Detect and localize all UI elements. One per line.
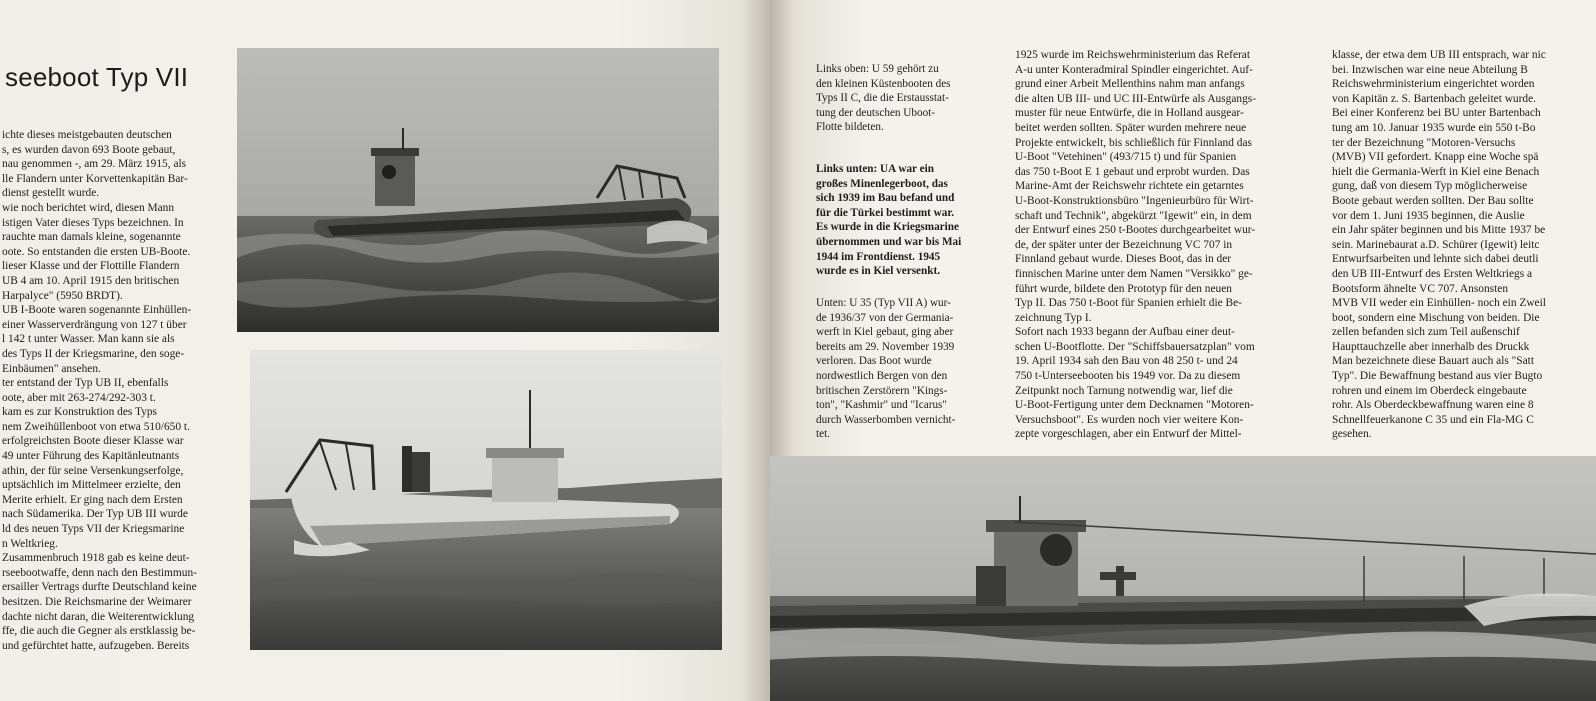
caption-top [816,62,991,135]
text-line: Harpalyce" (5950 BRDT). [2,289,123,302]
text-line: erfolgreichsten Boote dieser Klasse war [2,435,184,448]
text-line: istigen Vater dieses Typs bezeichnen. In [2,216,184,229]
text-line: sein. Marinebaurat a.D. Schürer (Igewit) leitc [1332,238,1540,251]
text-line: tung der deutschen Uboot- [816,106,935,119]
text-line: U-Boot-Fertigung unter dem Decknamen "Motoren- [1015,399,1254,412]
text-line: nordwestlich Bergen von den [816,369,948,382]
text-line: großes Minenlegerboot, das [816,177,948,190]
body-column-2 [1015,48,1307,442]
text-line: Einbäumen" ansehen. [2,362,101,375]
caption-bottom [816,296,996,442]
text-line: Typs II C, die die Erstausstat- [816,92,949,105]
text-line: durch Wasserbomben vernicht- [816,413,956,426]
text-line: A-u unter Konteradmiral Spindler eingerichtet. Auf- [1015,63,1253,76]
text-line: Links oben: U 59 gehört zu [816,63,939,75]
text-line: besitzen. Die Reichsmarine der Weimarer [2,596,192,608]
text-line: des Typs II der Kriegsmarine, den soge- [2,347,185,360]
text-line: Sofort nach 1933 begann der Aufbau einer deut- [1015,326,1235,339]
text-line: 1944 im Frontdienst. 1945 [816,250,941,263]
text-line: (MVB) VII gefordert. Knapp eine Woche spä [1332,151,1539,164]
text-line: Finnland gebaut wurde. Dieses Boot, das in der [1015,253,1232,266]
photo-u35-submarine [770,456,1596,701]
text-line: athin, der für seine Versenkungserfolge, [2,464,184,477]
text-line: ersailler Vertrags durfte Deutschland keine [2,581,197,594]
left-page [0,0,770,701]
photo-ua-minelayer [250,350,722,650]
text-line: Entwurfsarbeiten und lehnte sich dabei deutli [1332,253,1539,266]
photo-u59-submarine [237,48,719,332]
text-line: zepte vorgeschlagen, aber ein Entwurf der Mittel- [1015,428,1242,441]
text-line: wie noch berichtet wird, diesen Mann [2,201,175,214]
text-line: zeichnung Typ I. [1015,311,1092,324]
text-line: verloren. Das Boot wurde [816,355,932,368]
caption-middle [816,162,996,279]
text-line: und gefürchtet hatte, aufzugeben. Bereits [2,639,190,652]
text-line: nem Zweihüllenboot von etwa 510/650 t. [2,420,190,433]
text-line: UB 4 am 10. April 1915 den britischen [2,274,180,287]
text-line: Versuchsboot". Es wurden noch vier weitere Kon- [1015,413,1244,426]
text-line: ein Jahr später beginnen und bis Mitte 1937 be [1332,224,1546,237]
text-line: schen U-Bootflotte. Der "Schiffsbauersatzplan" vom [1015,340,1255,353]
text-line: de 1936/37 von der Germania- [816,311,954,324]
text-line: finnischen Marine unter dem Namen "Versikko" ge- [1015,267,1253,280]
text-line: Typ II. Das 750 t-Boot für Spanien erhielt die Be- [1015,297,1242,310]
text-line: den UB III-Entwurf des Ersten Weltkriegs a [1332,267,1533,280]
text-line: beitet werden sollten. Später wurden mehrere neue [1015,121,1247,134]
text-line: werft in Kiel gebaut, ging aber [816,326,954,339]
text-line: rseebootwaffe, denn nach den Bestimmun- [2,566,197,579]
text-line: ton", "Kashmir" und "Icarus" [816,399,947,412]
chapter-title: seeboot Typ VII [5,62,189,92]
text-line: n Weltkrieg. [2,537,58,550]
text-line: 19. April 1934 sah den Bau von 48 250 t- und 24 [1015,355,1238,368]
text-line: 1925 wurde im Reichswehrministerium das Referat [1015,49,1251,61]
text-line: Zusammenbruch 1918 gab es keine deut- [2,552,190,565]
left-body-text [2,128,224,653]
text-line: Flotte bildeten. [816,121,884,134]
text-line: 750 t-Unterseebooten bis 1949 vor. Da zu diesem [1015,370,1241,383]
text-line: hielt die Germania-Werft in Kiel eine Benach [1332,165,1540,178]
text-line: das 750 t-Boot E 1 gebaut und erprobt wurden. Das [1015,165,1250,178]
text-line: Schnellfeuerkanone C 35 und ein Fla-MG C [1332,413,1534,426]
text-line: vor dem 1. Juni 1935 beginnen, die Auslie [1332,209,1525,222]
text-line: oote, aber mit 263-274/292-303 t. [2,391,156,404]
text-line: lieser Klasse und der Flottille Flandern [2,260,180,273]
text-line: zellen befanden sich zum Teil außenschif [1332,326,1520,339]
text-line: tung am 10. Januar 1935 wurde ein 550 t-Bo [1332,121,1536,134]
text-line: ffe, die auch die Gegner als erstklassig be- [2,625,196,638]
text-line: gung, daß von diesem Typ möglicherweise [1332,180,1528,193]
text-line: Haupttauchzelle aber innerhalb des Druckk [1332,340,1530,353]
text-line: uptsächlich im Mittelmeer erzielte, den [2,479,181,492]
text-line: ter der Bezeichnung "Motoren-Versuchs [1332,136,1516,149]
text-line: rauchte man damals kleine, sogenannte [2,231,181,244]
text-line: de, der später unter der Bezeichnung VC 707 in [1015,238,1233,251]
text-line: rohren und einem im Oberdeck eingebaute [1332,384,1527,397]
text-line: U-Boot-Konstruktionsbüro "Ingenieurbüro für Wirt- [1015,194,1254,207]
text-line: Man bezeichnete diese Bauart auch als "Satt [1332,355,1535,368]
text-line: lle Flandern unter Korvettenkapitän Bar- [2,172,188,185]
text-line: dachte nicht daran, die Weiterentwicklung [2,610,195,623]
text-line: l 142 t unter Wasser. Man kann sie als [2,333,175,346]
right-page [770,0,1596,701]
text-line: rohr. Als Oberdeckbewaffnung waren eine 8 [1332,399,1534,412]
text-line: Projekte entwickelt, bis schließlich für Finnland das [1015,136,1252,149]
text-line: s, es wurden davon 693 Boote gebaut, [2,143,176,156]
text-line: gesehen. [1332,428,1372,441]
body-column-3 [1332,48,1594,442]
text-line: ichte dieses meistgebauten deutschen [2,129,172,141]
text-line: Boote gebaut werden sollten. Der Bau sollte [1332,194,1534,207]
text-line: einer Wasserverdrängung von 127 t über [2,318,187,331]
text-line: Typ". Die Bewaffnung bestand aus vier Bugto [1332,370,1543,383]
text-line: bereits am 29. November 1939 [816,340,955,353]
text-line: boot, sondern eine Mischung von beiden. Die [1332,311,1540,324]
text-line: Marine-Amt der Reichswehr richtete ein getarntes [1015,180,1244,193]
text-line: schaft und Technik", abgekürzt "Igewit" ein, in dem [1015,209,1252,222]
text-line: Bootsform ähnelte VC 707. Ansonsten [1332,282,1509,295]
text-line: UB I-Boote waren sogenannte Einhüllen- [2,304,192,317]
text-line: kam es zur Konstruktion des Typs [2,406,157,419]
text-line: führt wurde, bildete den Prototyp für den neuen [1015,282,1232,295]
text-line: grund einer Arbeit Mellenthins nahm man anfangs [1015,78,1245,91]
text-line: Unten: U 35 (Typ VII A) wur- [816,297,951,309]
text-line: muster für neue Entwürfe, die in Holland ausgear- [1015,107,1244,120]
text-line: für die Türkei bestimmt war. [816,206,955,219]
text-line: sich 1939 im Bau befand und [816,192,955,205]
text-line: oote. So entstanden die ersten UB-Boote. [2,245,191,258]
text-line: den kleinen Küstenbooten des [816,77,951,90]
text-line: britischen Zerstörern "Kings- [816,384,948,397]
text-line: von Kapitän z. S. Bartenbach geleitet wurde. [1332,92,1537,105]
text-line: Zeitpunkt noch Tarnung notwendig war, lief die [1015,384,1233,397]
text-line: nau genommen -, am 29. März 1915, als [2,158,187,171]
text-line: Es wurde in die Kriegsmarine [816,221,959,234]
text-line: Reichswehrministerium eingerichtet worden [1332,78,1535,91]
text-line: klasse, der etwa dem UB III entsprach, war nic [1332,49,1546,61]
text-line: die alten UB III- und UC III-Entwürfe als Ausgangs- [1015,92,1257,105]
text-line: übernommen und war bis Mai [816,235,962,248]
text-line: Bei einer Konferenz bei BU unter Bartenbach [1332,107,1541,120]
text-line: nach Südamerika. Der Typ UB III wurde [2,508,188,521]
text-line: der Entwurf eines 250 t-Bootes durchgearbeitet wur- [1015,224,1256,237]
text-line: tet. [816,428,830,441]
text-line: ld des neuen Typs VII der Kriegsmarine [2,523,185,536]
text-line: U-Boot "Vetehinen" (493/715 t) und für Spanien [1015,151,1237,164]
text-line: bei. Inzwischen war eine neue Abteilung B [1332,63,1528,76]
text-line: ter entstand der Typ UB II, ebenfalls [2,377,169,390]
text-line: Links unten: UA war ein [816,163,934,175]
text-line: dienst gestellt wurde. [2,187,100,200]
text-line: wurde es in Kiel versenkt. [816,265,940,278]
text-line: Merite erhielt. Er ging nach dem Ersten [2,493,183,506]
text-line: 49 unter Führung des Kapitänleutnants [2,450,180,463]
text-line: MVB VII weder ein Einhüllen- noch ein Zweil [1332,297,1546,310]
